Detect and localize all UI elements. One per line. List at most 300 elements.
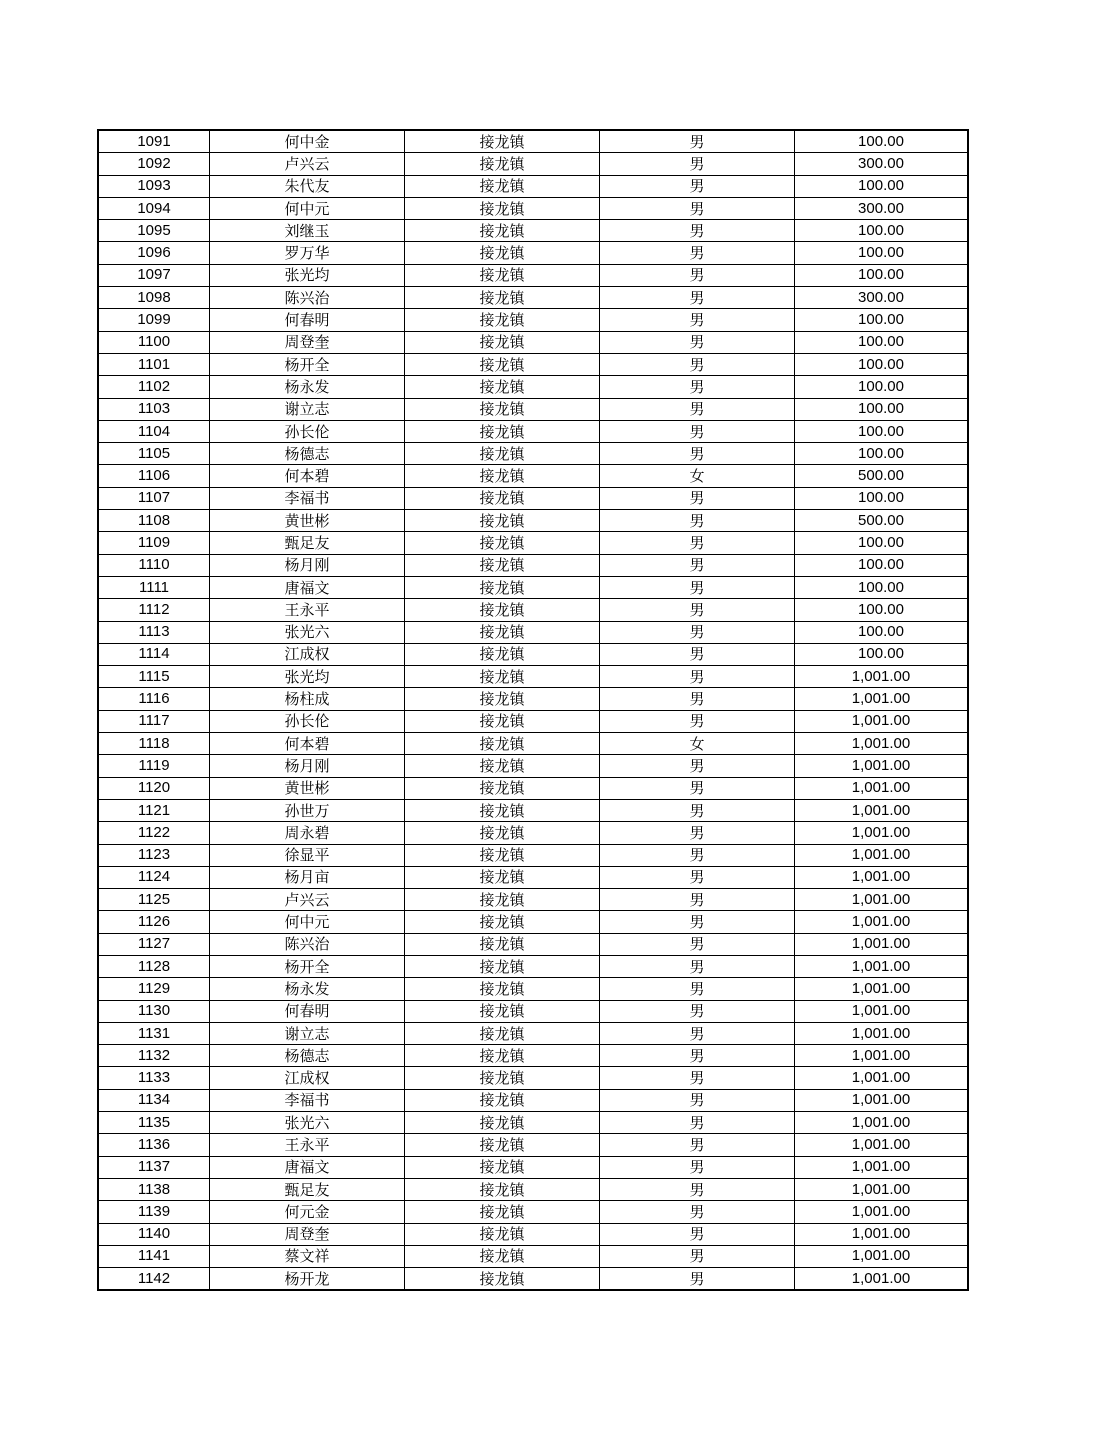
cell-id: 1109 [98, 532, 210, 554]
cell-amount: 100.00 [795, 331, 969, 353]
cell-gender: 男 [600, 153, 795, 175]
table-row [98, 153, 968, 175]
cell-town: 接龙镇 [405, 532, 600, 554]
cell-amount: 100.00 [795, 420, 969, 442]
cell-name: 周永碧 [210, 822, 405, 844]
cell-gender: 男 [600, 666, 795, 688]
cell-amount: 100.00 [795, 599, 969, 621]
cell-name: 杨月亩 [210, 866, 405, 888]
table-row [98, 643, 968, 665]
cell-amount: 1,001.00 [795, 666, 969, 688]
table-row [98, 1022, 968, 1044]
cell-amount: 1,001.00 [795, 933, 969, 955]
cell-id: 1130 [98, 1000, 210, 1022]
cell-id: 1119 [98, 755, 210, 777]
data-table [97, 129, 969, 1291]
cell-amount: 1,001.00 [795, 844, 969, 866]
cell-gender: 男 [600, 777, 795, 799]
cell-gender: 男 [600, 955, 795, 977]
cell-id: 1113 [98, 621, 210, 643]
cell-town: 接龙镇 [405, 643, 600, 665]
cell-amount: 1,001.00 [795, 710, 969, 732]
cell-id: 1101 [98, 353, 210, 375]
cell-id: 1098 [98, 287, 210, 309]
table-row [98, 353, 968, 375]
table-row [98, 710, 968, 732]
cell-id: 1092 [98, 153, 210, 175]
cell-id: 1095 [98, 220, 210, 242]
cell-town: 接龙镇 [405, 331, 600, 353]
cell-name: 杨开龙 [210, 1268, 405, 1291]
cell-amount: 100.00 [795, 576, 969, 598]
cell-amount: 500.00 [795, 510, 969, 532]
cell-amount: 1,001.00 [795, 1112, 969, 1134]
table-row [98, 1134, 968, 1156]
cell-town: 接龙镇 [405, 242, 600, 264]
cell-town: 接龙镇 [405, 1156, 600, 1178]
cell-id: 1135 [98, 1112, 210, 1134]
table-row [98, 1112, 968, 1134]
cell-gender: 男 [600, 1112, 795, 1134]
cell-amount: 1,001.00 [795, 777, 969, 799]
cell-town: 接龙镇 [405, 911, 600, 933]
cell-town: 接龙镇 [405, 621, 600, 643]
cell-town: 接龙镇 [405, 1022, 600, 1044]
cell-gender: 男 [600, 197, 795, 219]
cell-id: 1127 [98, 933, 210, 955]
cell-name: 罗万华 [210, 242, 405, 264]
cell-town: 接龙镇 [405, 420, 600, 442]
cell-id: 1136 [98, 1134, 210, 1156]
table-row [98, 889, 968, 911]
cell-town: 接龙镇 [405, 1268, 600, 1291]
cell-id: 1093 [98, 175, 210, 197]
cell-gender: 男 [600, 331, 795, 353]
table-row [98, 376, 968, 398]
table-row [98, 175, 968, 197]
cell-town: 接龙镇 [405, 309, 600, 331]
cell-id: 1118 [98, 733, 210, 755]
cell-gender: 男 [600, 933, 795, 955]
cell-town: 接龙镇 [405, 465, 600, 487]
cell-town: 接龙镇 [405, 1112, 600, 1134]
cell-name: 甄足友 [210, 1178, 405, 1200]
cell-name: 何春明 [210, 1000, 405, 1022]
cell-name: 唐福文 [210, 576, 405, 598]
cell-town: 接龙镇 [405, 130, 600, 153]
cell-name: 王永平 [210, 1134, 405, 1156]
cell-name: 何春明 [210, 309, 405, 331]
cell-town: 接龙镇 [405, 353, 600, 375]
cell-id: 1125 [98, 889, 210, 911]
cell-amount: 100.00 [795, 443, 969, 465]
cell-amount: 1,001.00 [795, 1022, 969, 1044]
cell-gender: 男 [600, 376, 795, 398]
cell-gender: 男 [600, 398, 795, 420]
cell-gender: 男 [600, 242, 795, 264]
cell-amount: 1,001.00 [795, 688, 969, 710]
cell-id: 1096 [98, 242, 210, 264]
cell-id: 1099 [98, 309, 210, 331]
table-row [98, 1045, 968, 1067]
cell-id: 1100 [98, 331, 210, 353]
cell-amount: 1,001.00 [795, 1134, 969, 1156]
cell-amount: 1,001.00 [795, 978, 969, 1000]
cell-amount: 1,001.00 [795, 1089, 969, 1111]
cell-name: 卢兴云 [210, 889, 405, 911]
table-row [98, 799, 968, 821]
table-row [98, 755, 968, 777]
cell-name: 杨开全 [210, 955, 405, 977]
cell-gender: 男 [600, 1178, 795, 1200]
cell-id: 1116 [98, 688, 210, 710]
cell-id: 1110 [98, 554, 210, 576]
cell-gender: 男 [600, 1156, 795, 1178]
cell-gender: 男 [600, 866, 795, 888]
cell-id: 1126 [98, 911, 210, 933]
cell-amount: 1,001.00 [795, 1067, 969, 1089]
table-row [98, 1201, 968, 1223]
cell-town: 接龙镇 [405, 398, 600, 420]
cell-id: 1121 [98, 799, 210, 821]
cell-town: 接龙镇 [405, 710, 600, 732]
cell-name: 杨永发 [210, 978, 405, 1000]
cell-name: 唐福文 [210, 1156, 405, 1178]
cell-town: 接龙镇 [405, 175, 600, 197]
cell-name: 蔡文祥 [210, 1245, 405, 1267]
cell-id: 1114 [98, 643, 210, 665]
cell-id: 1105 [98, 443, 210, 465]
table-row [98, 576, 968, 598]
table-row [98, 933, 968, 955]
cell-name: 江成权 [210, 1067, 405, 1089]
cell-town: 接龙镇 [405, 799, 600, 821]
cell-id: 1108 [98, 510, 210, 532]
cell-town: 接龙镇 [405, 197, 600, 219]
cell-id: 1141 [98, 1245, 210, 1267]
cell-gender: 男 [600, 1000, 795, 1022]
cell-name: 王永平 [210, 599, 405, 621]
cell-town: 接龙镇 [405, 1201, 600, 1223]
cell-id: 1132 [98, 1045, 210, 1067]
cell-gender: 男 [600, 688, 795, 710]
cell-amount: 300.00 [795, 287, 969, 309]
table-row [98, 420, 968, 442]
cell-id: 1124 [98, 866, 210, 888]
cell-gender: 男 [600, 1045, 795, 1067]
cell-name: 刘继玉 [210, 220, 405, 242]
cell-gender: 男 [600, 443, 795, 465]
cell-amount: 1,001.00 [795, 1156, 969, 1178]
cell-gender: 男 [600, 353, 795, 375]
cell-gender: 男 [600, 822, 795, 844]
cell-gender: 男 [600, 1201, 795, 1223]
cell-town: 接龙镇 [405, 554, 600, 576]
cell-town: 接龙镇 [405, 1089, 600, 1111]
table-row [98, 599, 968, 621]
cell-town: 接龙镇 [405, 777, 600, 799]
cell-id: 1133 [98, 1067, 210, 1089]
cell-name: 谢立志 [210, 1022, 405, 1044]
cell-amount: 100.00 [795, 398, 969, 420]
cell-name: 周登奎 [210, 331, 405, 353]
cell-amount: 300.00 [795, 153, 969, 175]
cell-name: 甄足友 [210, 532, 405, 554]
cell-id: 1117 [98, 710, 210, 732]
cell-id: 1122 [98, 822, 210, 844]
table-row [98, 666, 968, 688]
cell-name: 孙长伦 [210, 710, 405, 732]
table-row [98, 1178, 968, 1200]
cell-amount: 100.00 [795, 242, 969, 264]
cell-gender: 男 [600, 599, 795, 621]
cell-name: 卢兴云 [210, 153, 405, 175]
cell-town: 接龙镇 [405, 576, 600, 598]
cell-id: 1131 [98, 1022, 210, 1044]
table-row [98, 733, 968, 755]
cell-id: 1134 [98, 1089, 210, 1111]
table-row [98, 398, 968, 420]
cell-town: 接龙镇 [405, 889, 600, 911]
cell-town: 接龙镇 [405, 666, 600, 688]
cell-amount: 100.00 [795, 130, 969, 153]
cell-id: 1097 [98, 264, 210, 286]
cell-amount: 100.00 [795, 621, 969, 643]
cell-amount: 1,001.00 [795, 955, 969, 977]
cell-id: 1094 [98, 197, 210, 219]
table-row [98, 1223, 968, 1245]
table-row [98, 844, 968, 866]
cell-gender: 男 [600, 643, 795, 665]
cell-gender: 男 [600, 487, 795, 509]
cell-name: 何中金 [210, 130, 405, 153]
cell-id: 1142 [98, 1268, 210, 1291]
table-row [98, 1268, 968, 1291]
cell-amount: 1,001.00 [795, 911, 969, 933]
table-row [98, 777, 968, 799]
cell-amount: 1,001.00 [795, 733, 969, 755]
cell-name: 杨月刚 [210, 554, 405, 576]
cell-name: 张光六 [210, 621, 405, 643]
table-row [98, 822, 968, 844]
cell-amount: 1,001.00 [795, 799, 969, 821]
cell-name: 杨柱成 [210, 688, 405, 710]
cell-town: 接龙镇 [405, 220, 600, 242]
cell-name: 陈兴治 [210, 933, 405, 955]
cell-amount: 100.00 [795, 175, 969, 197]
cell-gender: 男 [600, 287, 795, 309]
cell-town: 接龙镇 [405, 1000, 600, 1022]
cell-id: 1091 [98, 130, 210, 153]
cell-gender: 男 [600, 1223, 795, 1245]
cell-amount: 100.00 [795, 532, 969, 554]
cell-name: 黄世彬 [210, 777, 405, 799]
cell-name: 杨德志 [210, 1045, 405, 1067]
cell-name: 杨月刚 [210, 755, 405, 777]
cell-name: 谢立志 [210, 398, 405, 420]
table-row [98, 621, 968, 643]
cell-gender: 男 [600, 1268, 795, 1291]
table-row [98, 443, 968, 465]
cell-amount: 1,001.00 [795, 1201, 969, 1223]
cell-gender: 男 [600, 911, 795, 933]
cell-amount: 500.00 [795, 465, 969, 487]
cell-name: 何本碧 [210, 465, 405, 487]
cell-town: 接龙镇 [405, 955, 600, 977]
cell-town: 接龙镇 [405, 822, 600, 844]
table-row [98, 1000, 968, 1022]
cell-amount: 1,001.00 [795, 1000, 969, 1022]
cell-town: 接龙镇 [405, 376, 600, 398]
cell-name: 杨永发 [210, 376, 405, 398]
cell-amount: 1,001.00 [795, 1268, 969, 1291]
cell-gender: 男 [600, 1067, 795, 1089]
table-row [98, 130, 968, 153]
cell-id: 1104 [98, 420, 210, 442]
cell-name: 李福书 [210, 487, 405, 509]
cell-gender: 男 [600, 554, 795, 576]
table-row [98, 220, 968, 242]
cell-name: 江成权 [210, 643, 405, 665]
cell-id: 1112 [98, 599, 210, 621]
cell-id: 1102 [98, 376, 210, 398]
cell-name: 张光均 [210, 666, 405, 688]
cell-amount: 100.00 [795, 353, 969, 375]
cell-town: 接龙镇 [405, 287, 600, 309]
table-row [98, 866, 968, 888]
table-row [98, 554, 968, 576]
table-row [98, 1089, 968, 1111]
cell-gender: 男 [600, 130, 795, 153]
cell-gender: 男 [600, 510, 795, 532]
cell-id: 1140 [98, 1223, 210, 1245]
cell-name: 朱代友 [210, 175, 405, 197]
cell-amount: 100.00 [795, 487, 969, 509]
cell-gender: 男 [600, 621, 795, 643]
table-row [98, 1067, 968, 1089]
cell-id: 1120 [98, 777, 210, 799]
cell-amount: 1,001.00 [795, 1223, 969, 1245]
cell-amount: 1,001.00 [795, 822, 969, 844]
table-row [98, 487, 968, 509]
cell-gender: 男 [600, 420, 795, 442]
cell-town: 接龙镇 [405, 866, 600, 888]
cell-name: 何中元 [210, 197, 405, 219]
cell-gender: 男 [600, 309, 795, 331]
cell-id: 1115 [98, 666, 210, 688]
cell-gender: 男 [600, 1134, 795, 1156]
cell-name: 张光六 [210, 1112, 405, 1134]
cell-amount: 1,001.00 [795, 1178, 969, 1200]
cell-amount: 100.00 [795, 643, 969, 665]
cell-id: 1139 [98, 1201, 210, 1223]
cell-amount: 1,001.00 [795, 866, 969, 888]
table-row [98, 1156, 968, 1178]
table-row [98, 688, 968, 710]
cell-gender: 男 [600, 576, 795, 598]
table-row [98, 331, 968, 353]
cell-name: 周登奎 [210, 1223, 405, 1245]
cell-name: 徐显平 [210, 844, 405, 866]
cell-gender: 男 [600, 175, 795, 197]
table-row [98, 242, 968, 264]
table-row [98, 1245, 968, 1267]
cell-id: 1107 [98, 487, 210, 509]
cell-id: 1129 [98, 978, 210, 1000]
cell-id: 1137 [98, 1156, 210, 1178]
cell-town: 接龙镇 [405, 153, 600, 175]
cell-gender: 男 [600, 978, 795, 1000]
cell-name: 黄世彬 [210, 510, 405, 532]
cell-amount: 100.00 [795, 376, 969, 398]
cell-gender: 男 [600, 1245, 795, 1267]
cell-name: 杨开全 [210, 353, 405, 375]
cell-gender: 男 [600, 1089, 795, 1111]
cell-town: 接龙镇 [405, 1178, 600, 1200]
cell-town: 接龙镇 [405, 978, 600, 1000]
table-body [98, 130, 968, 1290]
cell-id: 1123 [98, 844, 210, 866]
cell-amount: 100.00 [795, 264, 969, 286]
cell-name: 张光均 [210, 264, 405, 286]
cell-amount: 1,001.00 [795, 1245, 969, 1267]
table-row [98, 955, 968, 977]
table-row [98, 911, 968, 933]
cell-gender: 男 [600, 710, 795, 732]
cell-name: 陈兴治 [210, 287, 405, 309]
cell-amount: 100.00 [795, 309, 969, 331]
cell-town: 接龙镇 [405, 1067, 600, 1089]
cell-town: 接龙镇 [405, 933, 600, 955]
cell-gender: 男 [600, 799, 795, 821]
cell-amount: 1,001.00 [795, 1045, 969, 1067]
cell-town: 接龙镇 [405, 1223, 600, 1245]
cell-town: 接龙镇 [405, 1045, 600, 1067]
cell-town: 接龙镇 [405, 510, 600, 532]
cell-name: 孙长伦 [210, 420, 405, 442]
cell-gender: 男 [600, 532, 795, 554]
cell-town: 接龙镇 [405, 443, 600, 465]
cell-gender: 女 [600, 733, 795, 755]
cell-name: 何中元 [210, 911, 405, 933]
cell-id: 1111 [98, 576, 210, 598]
cell-amount: 100.00 [795, 220, 969, 242]
table-row [98, 309, 968, 331]
cell-gender: 男 [600, 755, 795, 777]
cell-amount: 1,001.00 [795, 889, 969, 911]
cell-town: 接龙镇 [405, 264, 600, 286]
table-row [98, 978, 968, 1000]
cell-town: 接龙镇 [405, 1134, 600, 1156]
cell-town: 接龙镇 [405, 487, 600, 509]
cell-gender: 男 [600, 264, 795, 286]
cell-town: 接龙镇 [405, 688, 600, 710]
cell-name: 何本碧 [210, 733, 405, 755]
cell-town: 接龙镇 [405, 1245, 600, 1267]
cell-town: 接龙镇 [405, 733, 600, 755]
cell-id: 1106 [98, 465, 210, 487]
table-row [98, 287, 968, 309]
cell-id: 1103 [98, 398, 210, 420]
cell-name: 何元金 [210, 1201, 405, 1223]
cell-gender: 男 [600, 889, 795, 911]
cell-name: 孙世万 [210, 799, 405, 821]
cell-town: 接龙镇 [405, 844, 600, 866]
cell-gender: 男 [600, 844, 795, 866]
cell-town: 接龙镇 [405, 755, 600, 777]
cell-name: 杨德志 [210, 443, 405, 465]
cell-amount: 100.00 [795, 554, 969, 576]
